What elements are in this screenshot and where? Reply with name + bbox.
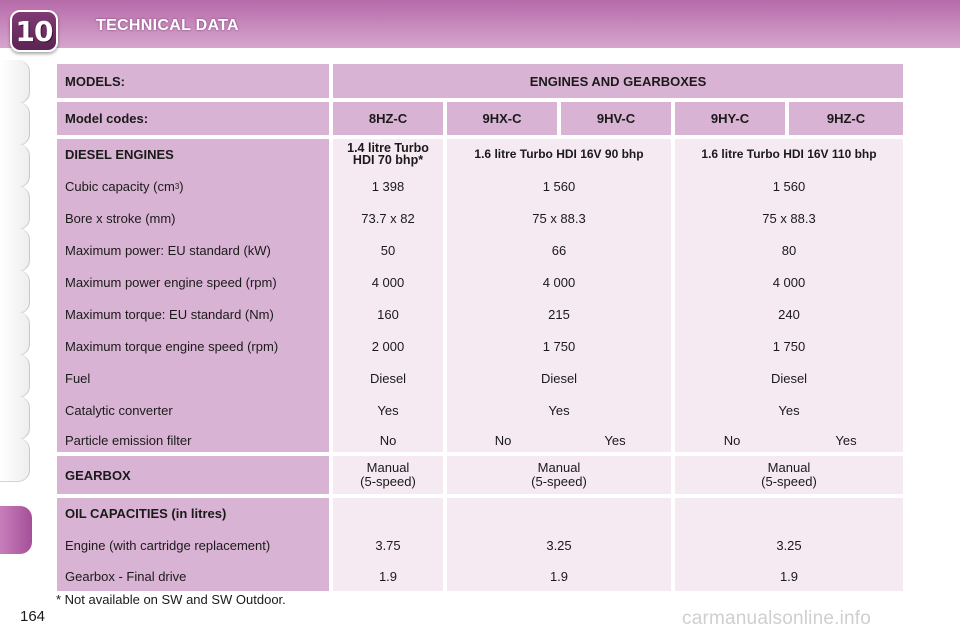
model-code: 9HZ-C	[789, 102, 903, 135]
row-label-particle-filter: Particle emission filter	[65, 432, 192, 448]
side-tab[interactable]	[0, 438, 30, 482]
row-label: Maximum torque: EU standard (Nm)	[65, 306, 274, 322]
models-label: MODELS:	[57, 64, 329, 98]
model-code: 9HX-C	[447, 102, 557, 135]
engine-name: 1.6 litre Turbo HDI 16V 110 bhp	[701, 147, 877, 161]
spec-value: 4 000	[542, 274, 576, 290]
spec-value: 50	[380, 242, 396, 258]
side-tab[interactable]	[0, 60, 30, 104]
spec-value: 4 000	[371, 274, 405, 290]
pef-value: No	[494, 432, 512, 448]
spec-value: 1 750	[772, 338, 806, 354]
spec-value: 73.7 x 82	[361, 210, 415, 226]
cubic-value: 1 398	[371, 178, 405, 194]
spec-value: Diesel	[770, 370, 808, 386]
page-number: 164	[20, 608, 46, 625]
side-tab[interactable]	[0, 228, 30, 272]
side-tab[interactable]	[0, 354, 30, 398]
spec-value: 160	[377, 306, 399, 322]
spec-value: Diesel	[369, 370, 407, 386]
diesel-engines-heading: DIESEL ENGINES	[65, 146, 174, 162]
row-label: Maximum power: EU standard (kW)	[65, 242, 271, 258]
row-label: Maximum torque engine speed (rpm)	[65, 338, 279, 354]
row-label: Fuel	[65, 370, 91, 386]
row-label: Catalytic converter	[65, 402, 173, 418]
spec-value: 1 750	[542, 338, 576, 354]
gearbox-type: Manual	[366, 460, 410, 475]
side-tab-active[interactable]	[0, 506, 32, 554]
engines-gearboxes-heading: ENGINES AND GEARBOXES	[333, 64, 903, 98]
engine-name: 1.6 litre Turbo HDI 16V 90 bhp	[474, 147, 644, 161]
spec-value: Yes	[548, 402, 570, 418]
row-label: Gearbox - Final drive	[65, 568, 187, 584]
engine-name-text: 1.4 litre Turbo HDI 70 bhp*	[347, 141, 429, 167]
gearbox-value	[675, 459, 903, 491]
model-code: 9HV-C	[561, 102, 671, 135]
spec-value: Yes	[778, 402, 800, 418]
row-label: Maximum power engine speed (rpm)	[65, 274, 277, 290]
pef-value: Yes	[835, 432, 857, 448]
spec-value: 240	[778, 306, 800, 322]
row-label: Engine (with cartridge replacement)	[65, 537, 271, 553]
side-tab[interactable]	[0, 144, 30, 188]
gearbox-value	[333, 459, 443, 491]
oil-value: 1.9	[378, 568, 398, 584]
oil-value: 1.9	[549, 568, 569, 584]
spec-value: 75 x 88.3	[532, 210, 586, 226]
watermark: carmanualsonline.info	[682, 608, 872, 629]
page-title: TECHNICAL DATA	[96, 17, 239, 34]
chapter-number: 10	[15, 14, 53, 48]
model-codes-label: Model codes:	[57, 102, 329, 135]
row-label-cubic-capacity	[65, 170, 184, 202]
gearbox-speeds: (5-speed)	[761, 474, 817, 489]
cubic-label-text: Cubic capacity (cm	[65, 178, 175, 194]
cubic-label-suffix: )	[179, 178, 184, 194]
gearbox-type: Manual	[537, 460, 581, 475]
gearbox-value	[447, 459, 671, 491]
row-label: Bore x stroke (mm)	[65, 210, 176, 226]
model-code: 9HY-C	[675, 102, 785, 135]
oil-value: 3.25	[546, 537, 572, 553]
cubic-unit-superscript: 3	[174, 181, 180, 191]
spec-value: 66	[551, 242, 567, 258]
footnote: * Not available on SW and SW Outdoor.	[56, 592, 286, 607]
cubic-value: 1 560	[772, 178, 806, 194]
gearbox-speeds: (5-speed)	[360, 474, 416, 489]
oil-value: 3.25	[776, 537, 802, 553]
spec-value: 2 000	[371, 338, 405, 354]
oil-value: 3.75	[375, 537, 401, 553]
side-tab[interactable]	[0, 102, 30, 146]
side-tab[interactable]	[0, 186, 30, 230]
spec-value: 80	[781, 242, 797, 258]
chapter-badge	[10, 10, 58, 52]
gearbox-type: Manual	[767, 460, 811, 475]
model-code: 8HZ-C	[333, 102, 443, 135]
pef-value: Yes	[604, 432, 626, 448]
header-divider	[0, 48, 960, 51]
pef-value: No	[723, 432, 741, 448]
side-tabs	[0, 60, 34, 570]
side-tab[interactable]	[0, 312, 30, 356]
side-tab[interactable]	[0, 396, 30, 440]
spec-value: 4 000	[772, 274, 806, 290]
spec-value: Diesel	[540, 370, 578, 386]
oil-value: 1.9	[779, 568, 799, 584]
gearbox-heading: GEARBOX	[65, 467, 131, 483]
cubic-value: 1 560	[542, 178, 576, 194]
engine-name	[333, 138, 443, 170]
spec-value: 215	[548, 306, 570, 322]
side-tab[interactable]	[0, 270, 30, 314]
spec-value: 75 x 88.3	[762, 210, 816, 226]
pef-value: No	[379, 432, 397, 448]
gearbox-speeds: (5-speed)	[531, 474, 587, 489]
spec-value: Yes	[377, 402, 399, 418]
oil-capacities-heading: OIL CAPACITIES (in litres)	[65, 505, 227, 521]
